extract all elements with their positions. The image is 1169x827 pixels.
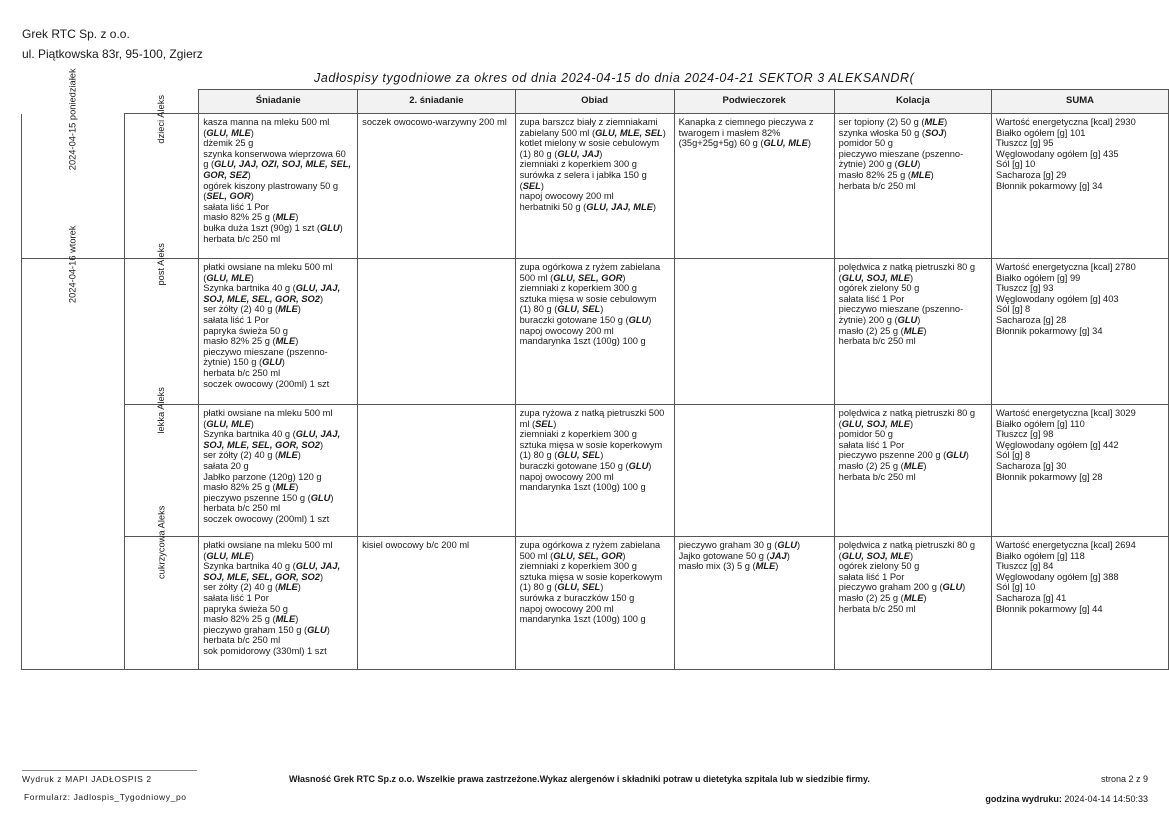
footer-form: Formularz: Jadlospis_Tygodniowy_po	[24, 792, 187, 802]
cell-line: kotlet mielony w sosie cebulowym (1) 80 g (GLU, JAJ)	[519, 138, 660, 159]
cell-line: napoj owocowy 200 ml	[519, 191, 614, 202]
cell-line: soczek owocowy (200ml) 1 szt	[203, 378, 330, 389]
cell-line: masło 82% 25 g (MLE)	[203, 212, 299, 223]
cell-line: szynka włoska 50 g (SOJ)	[838, 127, 947, 138]
cell-line: polędwica z natką pietruszki 80 g (GLU, SOJ, MLE)	[838, 408, 976, 429]
cell-line: ziemniaki z koperkiem 300 g	[519, 159, 637, 170]
cell-line: surówka z selera i jabłka 150 g (SEL)	[519, 169, 647, 191]
cell-line: mandarynka 1szt (100g) 100 g	[519, 614, 646, 625]
diet-label: cukrzycowa Aleks	[156, 505, 167, 579]
cell-line: sztuka mięsa w sosie cebulowym (1) 80 g (GLU, SEL)	[519, 293, 657, 315]
meal-cell	[515, 259, 674, 405]
cell-line: pieczywo pszenne 150 g (GLU)	[203, 492, 334, 503]
header-obiad: Obiad	[515, 90, 674, 114]
cell-line: soczek owocowy (200ml) 1 szt	[203, 513, 330, 524]
cell-line: mandarynka 1szt (100g) 100 g	[519, 336, 646, 347]
cell-line: Sól [g] 10	[996, 582, 1036, 593]
footer-rule	[22, 770, 197, 771]
cell-line: Węglowodany ogółem [g] 388	[996, 571, 1119, 582]
cell-line: Błonnik pokarmowy [g] 44	[996, 603, 1103, 614]
cell-line: herbata b/c 250 ml	[838, 603, 916, 614]
cell-line: masło 82% 25 g (MLE)	[203, 482, 299, 493]
meal-cell	[674, 259, 834, 405]
meal-cell	[199, 259, 358, 405]
cell-line: Białko ogółem [g] 101	[996, 127, 1086, 138]
meal-cell	[358, 114, 515, 259]
meal-cell	[674, 405, 834, 537]
header-kolacja: Kolacja	[834, 90, 991, 114]
date-cell	[22, 225, 125, 670]
cell-line: herbata b/c 250 ml	[838, 180, 916, 191]
cell-line: Tłuszcz [g] 84	[996, 561, 1054, 572]
cell-line: Szynka bartnika 40 g (GLU, JAJ, SOJ, MLE, SEL, GOR, SO2)	[203, 561, 341, 582]
cell-line: polędwica z natką pietruszki 80 g (GLU, SOJ, MLE)	[838, 540, 976, 561]
cell-line: Wartość energetyczna [kcal] 2694	[996, 540, 1136, 550]
meal-cell	[515, 114, 674, 259]
meal-cell	[199, 114, 358, 259]
meal-cell	[358, 405, 515, 537]
cell-line: masło mix (3) 5 g (MLE)	[678, 561, 779, 572]
diet-cell	[124, 243, 198, 405]
cell-line: Szynka bartnika 40 g (GLU, JAJ, SOJ, MLE, SEL, GOR, SO2)	[203, 429, 341, 450]
meal-cell	[358, 537, 515, 670]
menu-row	[22, 537, 1169, 670]
cell-line: sztuka mięsa w sosie koperkowym (1) 80 g (GLU, SEL)	[519, 439, 663, 461]
print-time-label: godzina wydruku:	[985, 794, 1062, 804]
cell-line: ser topiony (2) 50 g (MLE)	[838, 117, 948, 127]
cell-line: ziemniaki z koperkiem 300 g	[519, 429, 637, 440]
document-title: Jadłospisy tygodniowe za okres od dnia 2024-04-15 do dnia 2024-04-21 SEKTOR 3 ALEKSANDR(	[314, 71, 915, 85]
meal-cell	[199, 405, 358, 537]
cell-line: Błonnik pokarmowy [g] 34	[996, 325, 1103, 336]
meal-cell	[358, 259, 515, 405]
diet-label: dzieci Aleks	[156, 95, 167, 144]
cell-line: Wartość energetyczna [kcal] 2930	[996, 117, 1136, 127]
meal-cell	[834, 114, 991, 259]
cell-line: Szynka bartnika 40 g (GLU, JAJ, SOJ, MLE, SEL, GOR, SO2)	[203, 283, 341, 304]
cell-line: ser żółty (2) 40 g (MLE)	[203, 450, 301, 461]
cell-line: sałata liść 1 Por	[203, 592, 269, 603]
print-time-value: 2024-04-14 14:50:33	[1064, 794, 1148, 804]
cell-line: herbata b/c 250 ml	[203, 503, 281, 514]
cell-line: Białko ogółem [g] 99	[996, 272, 1081, 283]
cell-line: pomidor 50 g	[838, 429, 893, 440]
cell-line: Błonnik pokarmowy [g] 28	[996, 471, 1103, 482]
meal-cell	[834, 405, 991, 537]
company-header	[22, 24, 203, 64]
cell-line: zupa ogórkowa z ryżem zabielana 500 ml (GLU, SEL, GOR)	[519, 540, 661, 561]
meal-cell	[834, 259, 991, 405]
cell-line: sałata liść 1 Por	[203, 201, 269, 212]
cell-line: ser żółty (2) 40 g (MLE)	[203, 582, 301, 593]
cell-line: pieczywo graham 200 g (GLU)	[838, 582, 966, 593]
cell-line: ziemniaki z koperkiem 300 g	[519, 283, 637, 294]
cell-line: Węglowodany ogółem [g] 435	[996, 148, 1119, 159]
cell-line: Sacharoza [g] 29	[996, 169, 1067, 180]
meal-cell	[515, 537, 674, 670]
cell-line: napoj owocowy 200 ml	[519, 471, 614, 482]
cell-line: ogórek zielony 50 g	[838, 561, 920, 572]
cell-line: płatki owsiane na mleku 500 ml (GLU, MLE)	[203, 262, 333, 283]
cell-line: kasza manna na mleku 500 ml (GLU, MLE)	[203, 117, 330, 138]
print-time	[985, 794, 1148, 804]
cell-line: Tłuszcz [g] 93	[996, 283, 1054, 294]
cell-line: bułka duża 1szt (90g) 1 szt (GLU)	[203, 222, 343, 233]
cell-line: pieczywo graham 30 g (GLU)	[678, 540, 801, 550]
cell-line: płatki owsiane na mleku 500 ml (GLU, MLE)	[203, 540, 333, 561]
diet-cell	[124, 505, 198, 670]
diet-label: post Aleks	[156, 243, 167, 286]
cell-line: napoj owocowy 200 ml	[519, 325, 614, 336]
footer-print-source: Wydruk z MAPI JADŁOSPIS 2	[22, 774, 152, 784]
meal-cell	[199, 537, 358, 670]
cell-line: sałata 20 g	[203, 460, 249, 471]
cell-line: zupa ryżowa z natką pietruszki 500 ml (SEL)	[519, 408, 665, 429]
cell-line: Sacharoza [g] 41	[996, 592, 1067, 603]
cell-line: buraczki gotowane 150 g (GLU)	[519, 460, 652, 471]
cell-line: ziemniaki z koperkiem 300 g	[519, 561, 637, 572]
cell-line: płatki owsiane na mleku 500 ml (GLU, MLE)	[203, 408, 333, 429]
cell-line: napoj owocowy 200 ml	[519, 603, 614, 614]
diet-cell	[124, 95, 198, 259]
cell-line: sałata liść 1 Por	[838, 439, 905, 450]
meal-cell	[834, 537, 991, 670]
cell-line: Sól [g] 8	[996, 304, 1031, 315]
meal-cell	[674, 537, 834, 670]
menu-row	[22, 405, 1169, 537]
meal-cell	[515, 405, 674, 537]
cell-line: masło 82% 25 g (MLE)	[203, 614, 299, 625]
cell-line: Kanapka z ciemnego pieczywa z twarogem i masłem 82%(35g+25g+5g) 60 g (GLU, MLE)	[678, 117, 814, 149]
cell-line: papryka świeża 50 g	[203, 603, 288, 614]
cell-line: dżemik 25 g	[203, 138, 254, 149]
cell-line: masło 82% 25 g (MLE)	[203, 336, 299, 347]
suma-cell	[992, 259, 1169, 405]
cell-line: Tłuszcz [g] 95	[996, 138, 1054, 149]
cell-line: kisiel owocowy b/c 200 ml	[362, 540, 470, 550]
cell-line: Białko ogółem [g] 110	[996, 418, 1085, 429]
cell-line: Sacharoza [g] 28	[996, 314, 1067, 325]
cell-line: Sacharoza [g] 30	[996, 460, 1067, 471]
cell-line: pieczywo graham 150 g (GLU)	[203, 624, 330, 635]
header-suma: SUMA	[992, 90, 1169, 114]
diet-label: lekka Aleks	[156, 387, 167, 434]
meal-cell	[674, 114, 834, 259]
company-name: Grek RTC Sp. z o.o.	[22, 27, 130, 41]
cell-line: herbata b/c 250 ml	[203, 635, 281, 646]
cell-line: zupa barszcz biały z ziemniakami zabielany 500 ml (GLU, MLE, SEL)	[519, 117, 666, 138]
cell-line: szynka konserwowa wieprzowa 60 g (GLU, JAJ, OZI, SOJ, MLE, SEL, GOR, SEZ)	[203, 148, 351, 180]
menu-row	[22, 259, 1169, 405]
cell-line: pieczywo mieszane (pszenno-żytnie) 150 g (GLU)	[203, 346, 328, 368]
cell-line: herbata b/c 250 ml	[203, 367, 281, 378]
cell-line: Białko ogółem [g] 118	[996, 550, 1085, 561]
menu-row	[22, 114, 1169, 259]
cell-line: Jajko gotowane 50 g (JAJ)	[678, 550, 790, 561]
cell-line: Wartość energetyczna [kcal] 3029	[996, 408, 1136, 418]
cell-line: herbata b/c 250 ml	[838, 336, 916, 347]
cell-line: Węglowodany ogółem [g] 442	[996, 439, 1119, 450]
cell-line: Węglowodany ogółem [g] 403	[996, 293, 1119, 304]
date-label: 2024-04-15 poniedziałek	[67, 67, 78, 170]
cell-line: sałata liść 1 Por	[203, 314, 269, 325]
cell-line: buraczki gotowane 150 g (GLU)	[519, 314, 652, 325]
cell-line: papryka świeża 50 g	[203, 325, 288, 336]
cell-line: pieczywo mieszane (pszenno-żytnie) 200 g (GLU)	[838, 148, 964, 170]
cell-line: soczek owocowo-warzywny 200 ml	[362, 117, 507, 127]
cell-line: polędwica z natką pietruszki 80 g (GLU, SOJ, MLE)	[838, 262, 976, 283]
cell-line: herbatniki 50 g (GLU, JAJ, MLE)	[519, 201, 657, 212]
cell-line: sałata liść 1 Por	[838, 293, 905, 304]
footer-ownership: Własność Grek RTC Sp.z o.o. Wszelkie prawa zastrzeżone.Wykaz alergenów i składniki potraw u dietetyka szpitala lub w siedzibie firmy.	[289, 774, 870, 784]
cell-line: Sól [g] 8	[996, 450, 1031, 461]
suma-cell	[992, 405, 1169, 537]
date-label: 2024-04-16 wtorek	[67, 225, 78, 304]
cell-line: ogórek kiszony plastrowany 50 g (SEL, GOR)	[203, 180, 339, 202]
cell-line: pieczywo mieszane (pszenno-żytnie) 200 g (GLU)	[838, 304, 964, 325]
suma-cell	[992, 537, 1169, 670]
cell-line: Wartość energetyczna [kcal] 2780	[996, 262, 1136, 272]
header-row	[22, 90, 1169, 114]
cell-line: masło 82% 25 g (MLE)	[838, 169, 934, 180]
cell-line: herbata b/c 250 ml	[838, 471, 916, 482]
cell-line: pomidor 50 g	[838, 138, 893, 149]
page-number: strona 2 z 9	[1100, 774, 1148, 784]
cell-line: sok pomidorowy (330ml) 1 szt	[203, 645, 327, 656]
cell-line: masło (2) 25 g (MLE)	[838, 460, 927, 471]
cell-line: masło (2) 25 g (MLE)	[838, 325, 927, 336]
cell-line: mandarynka 1szt (100g) 100 g	[519, 482, 646, 493]
header-podwieczorek: Podwieczorek	[674, 90, 834, 114]
cell-line: sałata liść 1 Por	[838, 571, 905, 582]
header-sniadanie: Śniadanie	[199, 90, 358, 114]
cell-line: Jabłko parzone (120g) 120 g	[203, 471, 322, 482]
cell-line: zupa ogórkowa z ryżem zabielana 500 ml (GLU, SEL, GOR)	[519, 262, 661, 283]
cell-line: masło (2) 25 g (MLE)	[838, 592, 927, 603]
cell-line: pieczywo pszenne 200 g (GLU)	[838, 450, 969, 461]
cell-line: ser żółty (2) 40 g (MLE)	[203, 304, 301, 315]
cell-line: sztuka mięsa w sosie koperkowym (1) 80 g (GLU, SEL)	[519, 571, 663, 593]
suma-cell	[992, 114, 1169, 259]
header-2-sniadanie: 2. śniadanie	[358, 90, 515, 114]
cell-line: ogórek zielony 50 g	[838, 283, 920, 294]
cell-line: Tłuszcz [g] 98	[996, 429, 1054, 440]
cell-line: herbata b/c 250 ml	[203, 233, 281, 244]
cell-line: surówka z buraczków 150 g	[519, 592, 635, 603]
cell-line: Błonnik pokarmowy [g] 34	[996, 180, 1103, 191]
company-address: ul. Piątkowska 83r, 95-100, Zgierz	[22, 47, 203, 61]
cell-line: Sól [g] 10	[996, 159, 1036, 170]
